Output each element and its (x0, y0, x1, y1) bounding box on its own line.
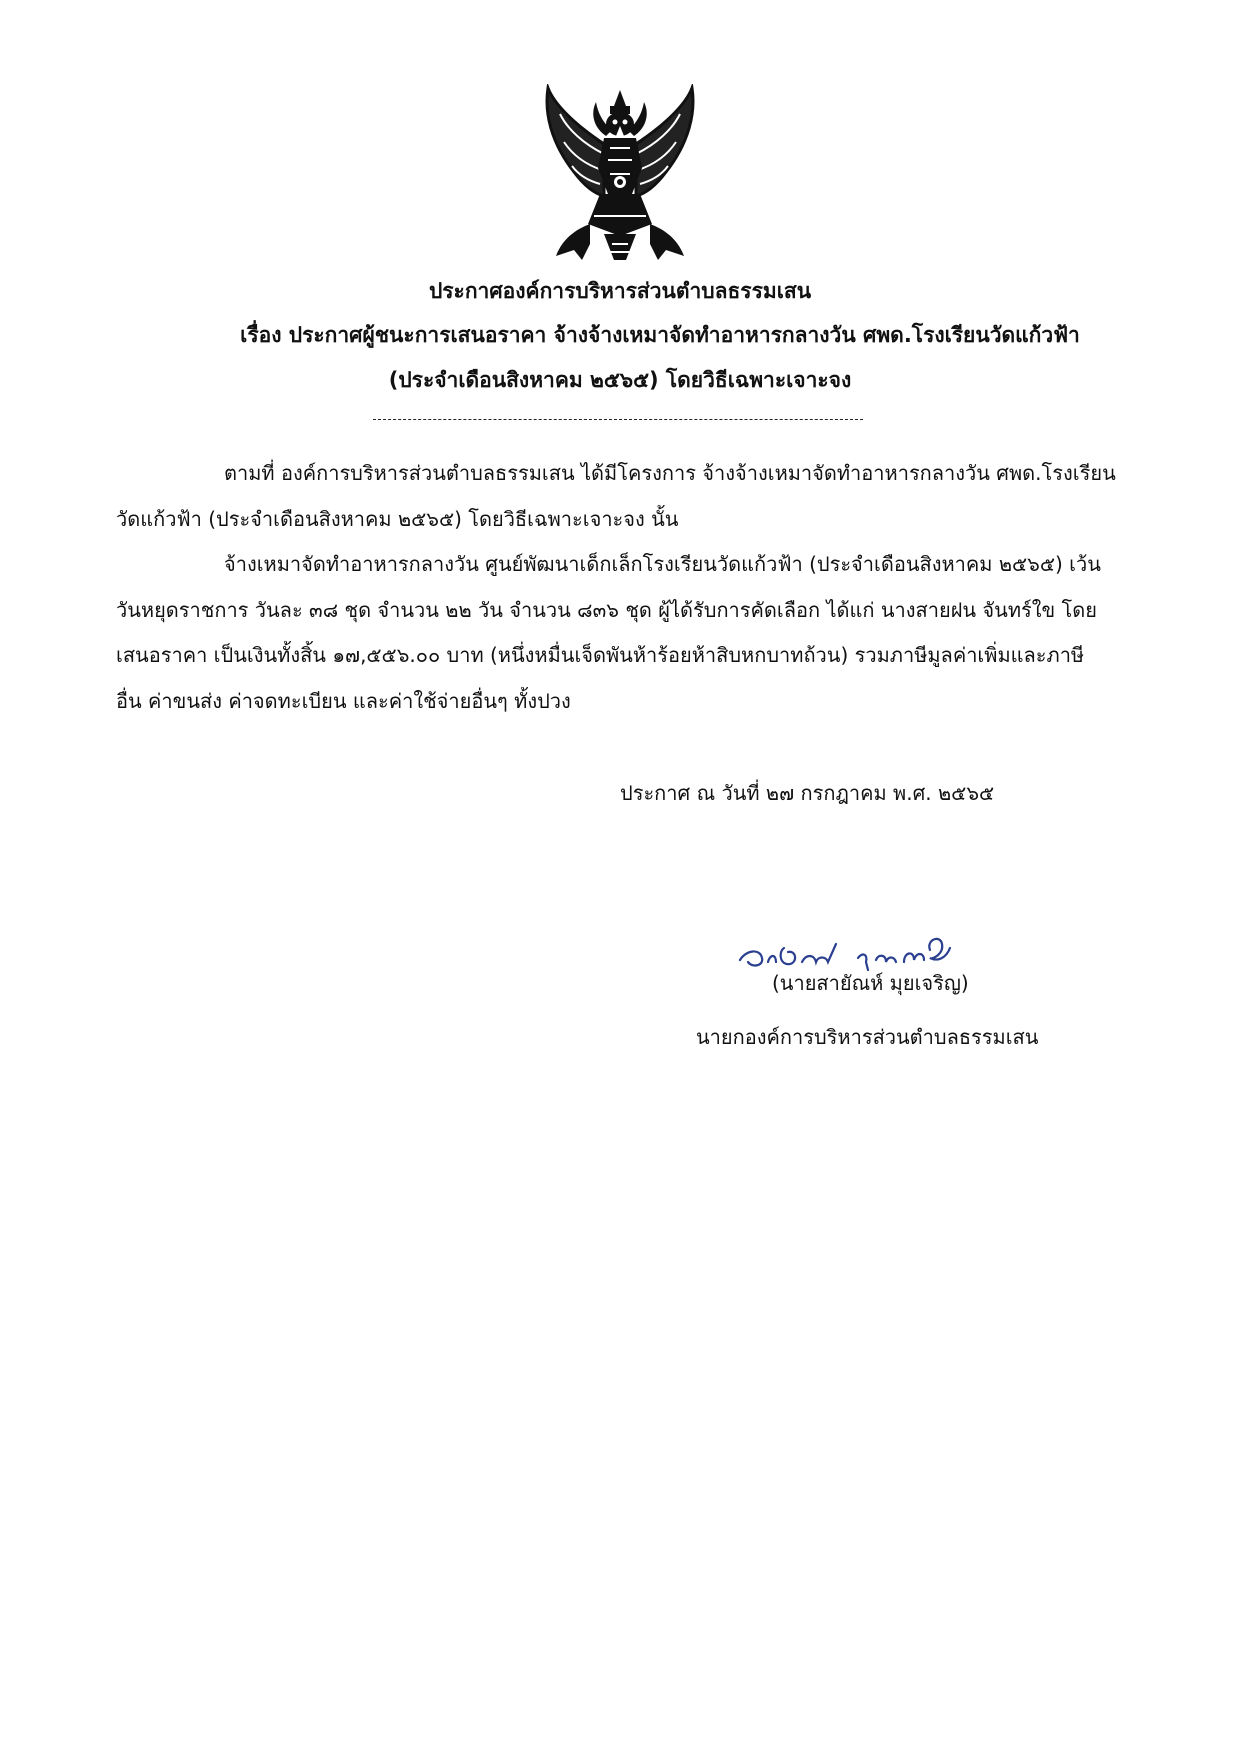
announcement-subject: เรื่อง ประกาศผู้ชนะการเสนอราคา จ้างจ้างเหมาจัดทำอาหารกลางวัน ศพด.โรงเรียนวัดแก้วฟ้า (240, 323, 1080, 347)
announcement-issuer: ประกาศองค์การบริหารส่วนตำบลธรรมเสน (428, 279, 812, 303)
signer-name: (นายสายัณห์ มุยเจริญ) (772, 971, 969, 995)
paragraph1-line2: วัดแก้วฟ้า (ประจำเดือนสิงหาคม ๒๕๖๕) โดยวิธีเฉพาะเจาะจง นั้น (116, 507, 679, 531)
paragraph2-line2: วันหยุดราชการ วันละ ๓๘ ชุด จำนวน ๒๒ วัน จำนวน ๘๓๖ ชุด ผู้ได้รับการคัดเลือก ได้แก่ นางสายฝน จันทร์ใข โดย (116, 598, 1097, 622)
announcement-subject-continued: (ประจำเดือนสิงหาคม ๒๕๖๕) โดยวิธีเฉพาะเจาะจง (388, 368, 852, 392)
title-separator (373, 419, 863, 420)
paragraph2-line1: จ้างเหมาจัดทำอาหารกลางวัน ศูนย์พัฒนาเด็กเล็กโรงเรียนวัดแก้วฟ้า (ประจำเดือนสิงหาคม ๒๕๖๕) เว้น (224, 552, 1101, 576)
announcement-date: ประกาศ ณ วันที่ ๒๗ กรกฎาคม พ.ศ. ๒๕๖๕ (620, 781, 995, 805)
paragraph1-line1: ตามที่ องค์การบริหารส่วนตำบลธรรมเสน ได้มีโครงการ จ้างจ้างเหมาจัดทำอาหารกลางวัน ศพด.โรงเรียน (224, 461, 1116, 485)
garuda-emblem-icon (534, 84, 706, 264)
signer-title: นายกองค์การบริหารส่วนตำบลธรรมเสน (696, 1025, 1039, 1049)
paragraph2-line4: อื่น ค่าขนส่ง ค่าจดทะเบียน และค่าใช้จ่ายอื่นๆ ทั้งปวง (116, 689, 571, 713)
paragraph2-line3: เสนอราคา เป็นเงินทั้งสิ้น ๑๗,๕๕๖.๐๐ บาท (หนึ่งหมื่นเจ็ดพันห้าร้อยห้าสิบหกบาทถ้วน) รวมภาษีมูลค่าเพิ่มและภาษี (116, 643, 1085, 667)
